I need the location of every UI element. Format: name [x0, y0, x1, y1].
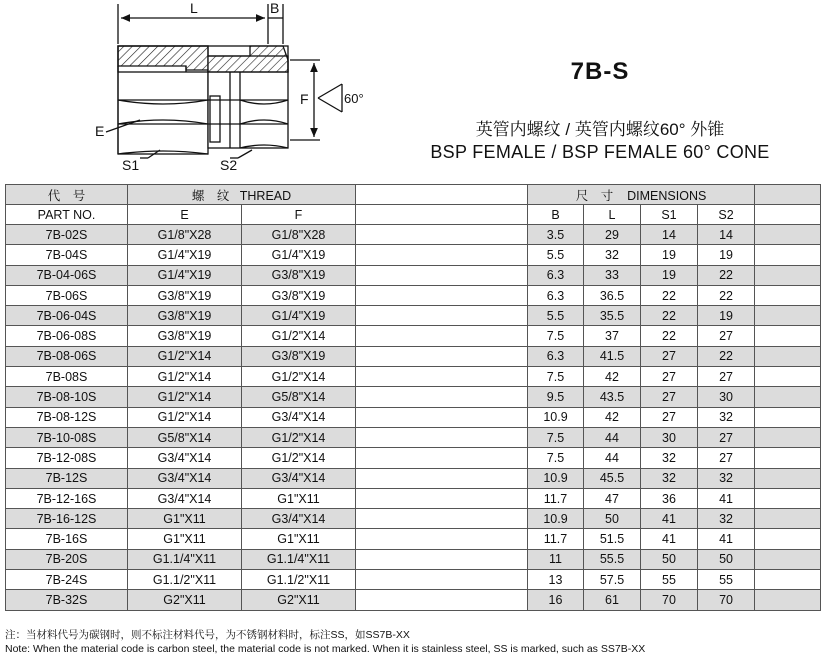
- cell-blank: [356, 387, 528, 407]
- dim-b-label: B: [270, 0, 280, 16]
- header-dimensions: [528, 185, 755, 205]
- cell-b: 6.3: [528, 285, 584, 305]
- cell-s2: 55: [698, 570, 755, 590]
- cell-s1: 19: [641, 245, 698, 265]
- dim-s1-label: S1: [122, 157, 140, 173]
- table-row: [6, 509, 821, 529]
- cell-s1: 41: [641, 529, 698, 549]
- cell-l: 44: [584, 427, 641, 447]
- header-s2: S2: [698, 205, 755, 225]
- cell-s2: 50: [698, 549, 755, 569]
- dim-l-label: L: [190, 0, 198, 16]
- cell-blank: [356, 529, 528, 549]
- cell-f: G3/8"X19: [242, 265, 356, 285]
- table-row: [6, 285, 821, 305]
- subtitle-en: BSP FEMALE / BSP FEMALE 60° CONE: [430, 142, 770, 162]
- dim-s2-label: S2: [220, 157, 238, 173]
- cell-b: 7.5: [528, 326, 584, 346]
- table-row: [6, 549, 821, 569]
- cell-s2: 32: [698, 509, 755, 529]
- cell-l: 61: [584, 590, 641, 610]
- note-en: Note: When the material code is carbon steel, the material code is not marked. When it is stainless steel, SS is marked, such as SS7B-XX: [5, 643, 646, 655]
- cell-blank: [755, 549, 821, 569]
- cell-b: 16: [528, 590, 584, 610]
- cell-part: 7B-06-04S: [6, 306, 128, 326]
- cell-part: 7B-08S: [6, 367, 128, 387]
- cell-blank: [356, 346, 528, 366]
- cell-s2: 22: [698, 285, 755, 305]
- header-thread-cn: 螺 纹: [191, 188, 230, 203]
- header-thread-en: THREAD: [239, 188, 292, 203]
- table-row: [6, 448, 821, 468]
- cell-e: G1/4"X19: [128, 265, 242, 285]
- cell-blank: [356, 488, 528, 508]
- cell-part: 7B-12S: [6, 468, 128, 488]
- cell-s1: 22: [641, 285, 698, 305]
- cell-s1: 50: [641, 549, 698, 569]
- cell-b: 6.3: [528, 346, 584, 366]
- cell-e: G1/2"X14: [128, 367, 242, 387]
- notes: [5, 628, 830, 656]
- cell-s2: 27: [698, 448, 755, 468]
- cell-blank: [356, 407, 528, 427]
- cell-l: 50: [584, 509, 641, 529]
- cell-l: 47: [584, 488, 641, 508]
- cell-l: 35.5: [584, 306, 641, 326]
- cell-e: G1.1/4"X11: [128, 549, 242, 569]
- cell-s1: 22: [641, 326, 698, 346]
- cell-s1: 27: [641, 346, 698, 366]
- cell-f: G1/2"X14: [242, 448, 356, 468]
- cell-f: G3/4"X14: [242, 468, 356, 488]
- header-s1: S1: [641, 205, 698, 225]
- cell-f: G1"X11: [242, 529, 356, 549]
- cell-s2: 70: [698, 590, 755, 610]
- table-header-row-1: [6, 185, 821, 205]
- cell-part: 7B-08-10S: [6, 387, 128, 407]
- cell-l: 44: [584, 448, 641, 468]
- header-blank-end: [755, 185, 821, 205]
- cell-s1: 55: [641, 570, 698, 590]
- table-row: [6, 346, 821, 366]
- cell-f: G1/4"X19: [242, 306, 356, 326]
- cell-b: 10.9: [528, 509, 584, 529]
- header-e: E: [128, 205, 242, 225]
- cell-part: 7B-12-16S: [6, 488, 128, 508]
- cell-blank: [755, 468, 821, 488]
- note-cn: 注：当材料代号为碳钢时，则不标注材料代号，为不锈钢材料时，标注SS，如SS7B-XX: [5, 629, 410, 641]
- cell-s1: 32: [641, 448, 698, 468]
- cell-part: 7B-16-12S: [6, 509, 128, 529]
- cell-f: G1/8"X28: [242, 225, 356, 245]
- cell-f: G1"X11: [242, 488, 356, 508]
- cell-l: 51.5: [584, 529, 641, 549]
- cell-e: G3/4"X14: [128, 448, 242, 468]
- cell-b: 7.5: [528, 448, 584, 468]
- cell-part: 7B-10-08S: [6, 427, 128, 447]
- table-row: [6, 427, 821, 447]
- cell-l: 36.5: [584, 285, 641, 305]
- cell-part: 7B-04S: [6, 245, 128, 265]
- table-row: [6, 265, 821, 285]
- cell-part: 7B-06-08S: [6, 326, 128, 346]
- cell-s1: 27: [641, 367, 698, 387]
- cell-blank: [755, 225, 821, 245]
- header-f: F: [242, 205, 356, 225]
- header-part-cn: 代 号: [6, 185, 128, 205]
- cell-b: 11: [528, 549, 584, 569]
- cell-b: 10.9: [528, 468, 584, 488]
- cell-blank: [356, 225, 528, 245]
- cell-e: G1/4"X19: [128, 245, 242, 265]
- cell-blank: [356, 265, 528, 285]
- cell-e: G1"X11: [128, 529, 242, 549]
- dim-f-label: F: [300, 91, 309, 107]
- cell-l: 42: [584, 407, 641, 427]
- cell-part: 7B-20S: [6, 549, 128, 569]
- cell-s1: 41: [641, 509, 698, 529]
- cell-f: G2"X11: [242, 590, 356, 610]
- model-code: 7B-S: [570, 58, 630, 85]
- cell-blank: [356, 590, 528, 610]
- cell-s1: 32: [641, 468, 698, 488]
- cell-part: 7B-08-12S: [6, 407, 128, 427]
- cell-blank: [755, 367, 821, 387]
- cell-l: 37: [584, 326, 641, 346]
- cell-s2: 27: [698, 427, 755, 447]
- cell-b: 3.5: [528, 225, 584, 245]
- fitting-drawing: [0, 0, 380, 182]
- spec-table: [5, 184, 821, 611]
- table-row: [6, 225, 821, 245]
- cell-l: 41.5: [584, 346, 641, 366]
- cell-s2: 32: [698, 407, 755, 427]
- cell-s1: 27: [641, 387, 698, 407]
- cell-e: G3/8"X19: [128, 326, 242, 346]
- cell-f: G1.1/4"X11: [242, 549, 356, 569]
- header-b: B: [528, 205, 584, 225]
- table-row: [6, 306, 821, 326]
- table-row: [6, 488, 821, 508]
- cell-f: G1/2"X14: [242, 326, 356, 346]
- cell-f: G3/8"X19: [242, 346, 356, 366]
- cell-b: 9.5: [528, 387, 584, 407]
- cell-f: G1/4"X19: [242, 245, 356, 265]
- table-row: [6, 245, 821, 265]
- cell-e: G2"X11: [128, 590, 242, 610]
- header-thread: [128, 185, 356, 205]
- cell-l: 45.5: [584, 468, 641, 488]
- cell-blank: [755, 407, 821, 427]
- cell-b: 5.5: [528, 245, 584, 265]
- cell-blank: [356, 367, 528, 387]
- cell-e: G3/4"X14: [128, 488, 242, 508]
- cell-e: G1"X11: [128, 509, 242, 529]
- header-part-en: PART NO.: [6, 205, 128, 225]
- cell-b: 13: [528, 570, 584, 590]
- cell-s2: 19: [698, 306, 755, 326]
- cell-blank: [356, 468, 528, 488]
- cell-blank: [755, 570, 821, 590]
- cell-blank: [755, 529, 821, 549]
- cell-f: G1/2"X14: [242, 367, 356, 387]
- cell-part: 7B-12-08S: [6, 448, 128, 468]
- cell-s2: 22: [698, 265, 755, 285]
- table-row: [6, 529, 821, 549]
- cell-blank: [755, 488, 821, 508]
- cell-l: 33: [584, 265, 641, 285]
- cell-s1: 36: [641, 488, 698, 508]
- cell-b: 11.7: [528, 488, 584, 508]
- header-blank: [356, 185, 528, 205]
- table-row: [6, 407, 821, 427]
- cone-angle-label: 60°: [344, 91, 364, 106]
- cell-s2: 30: [698, 387, 755, 407]
- cell-s2: 41: [698, 488, 755, 508]
- cell-l: 43.5: [584, 387, 641, 407]
- table-row: [6, 367, 821, 387]
- table-row: [6, 326, 821, 346]
- cell-e: G3/8"X19: [128, 306, 242, 326]
- cell-s2: 22: [698, 346, 755, 366]
- cell-s2: 32: [698, 468, 755, 488]
- cell-e: G1/2"X14: [128, 346, 242, 366]
- cell-blank: [356, 509, 528, 529]
- cell-s2: 27: [698, 326, 755, 346]
- cell-l: 32: [584, 245, 641, 265]
- cell-l: 42: [584, 367, 641, 387]
- subtitle-cn: 英管内螺纹 / 英管内螺纹60° 外锥: [475, 120, 725, 139]
- table-row: [6, 387, 821, 407]
- cell-blank: [356, 570, 528, 590]
- title-block: [390, 0, 810, 182]
- cell-s2: 27: [698, 367, 755, 387]
- cell-s1: 22: [641, 306, 698, 326]
- cell-s1: 30: [641, 427, 698, 447]
- cell-s1: 14: [641, 225, 698, 245]
- cell-f: G1.1/2"X11: [242, 570, 356, 590]
- cell-b: 10.9: [528, 407, 584, 427]
- header-blank-end-2: [755, 205, 821, 225]
- dim-e-label: E: [95, 123, 105, 139]
- cell-l: 29: [584, 225, 641, 245]
- cell-l: 55.5: [584, 549, 641, 569]
- cell-f: G5/8"X14: [242, 387, 356, 407]
- cell-s2: 14: [698, 225, 755, 245]
- cell-blank: [755, 590, 821, 610]
- table-header-row-2: [6, 205, 821, 225]
- cell-blank: [755, 326, 821, 346]
- cell-blank: [755, 427, 821, 447]
- cell-part: 7B-06S: [6, 285, 128, 305]
- cell-blank: [755, 448, 821, 468]
- cell-e: G1/8"X28: [128, 225, 242, 245]
- cell-s1: 27: [641, 407, 698, 427]
- table-row: [6, 468, 821, 488]
- cell-blank: [356, 285, 528, 305]
- cell-s1: 19: [641, 265, 698, 285]
- cell-part: 7B-02S: [6, 225, 128, 245]
- cell-part: 7B-32S: [6, 590, 128, 610]
- cell-f: G1/2"X14: [242, 427, 356, 447]
- cell-b: 7.5: [528, 367, 584, 387]
- cell-e: G5/8"X14: [128, 427, 242, 447]
- cell-blank: [755, 509, 821, 529]
- cell-b: 7.5: [528, 427, 584, 447]
- cell-blank: [755, 387, 821, 407]
- cell-e: G1.1/2"X11: [128, 570, 242, 590]
- cell-blank: [356, 306, 528, 326]
- cell-b: 11.7: [528, 529, 584, 549]
- cell-blank: [356, 448, 528, 468]
- cell-e: G1/2"X14: [128, 387, 242, 407]
- cell-blank: [755, 346, 821, 366]
- cell-s2: 19: [698, 245, 755, 265]
- cell-b: 5.5: [528, 306, 584, 326]
- cell-f: G3/8"X19: [242, 285, 356, 305]
- cell-l: 57.5: [584, 570, 641, 590]
- cell-part: 7B-08-06S: [6, 346, 128, 366]
- cell-blank: [356, 427, 528, 447]
- cell-e: G3/8"X19: [128, 285, 242, 305]
- cell-e: G3/4"X14: [128, 468, 242, 488]
- cell-f: G3/4"X14: [242, 407, 356, 427]
- table-row: [6, 570, 821, 590]
- header-dim-en: DIMENSIONS: [627, 188, 707, 203]
- cell-blank: [755, 306, 821, 326]
- cell-f: G3/4"X14: [242, 509, 356, 529]
- cell-part: 7B-24S: [6, 570, 128, 590]
- cell-blank: [755, 285, 821, 305]
- cell-blank: [356, 245, 528, 265]
- cell-s1: 70: [641, 590, 698, 610]
- cell-blank: [755, 245, 821, 265]
- header-l: L: [584, 205, 641, 225]
- header-dim-cn: 尺 寸: [575, 188, 614, 203]
- table-row: [6, 590, 821, 610]
- cell-part: 7B-04-06S: [6, 265, 128, 285]
- header-blank-2: [356, 205, 528, 225]
- cell-blank: [356, 326, 528, 346]
- cell-blank: [356, 549, 528, 569]
- cell-part: 7B-16S: [6, 529, 128, 549]
- cell-e: G1/2"X14: [128, 407, 242, 427]
- cell-s2: 41: [698, 529, 755, 549]
- cell-blank: [755, 265, 821, 285]
- cell-b: 6.3: [528, 265, 584, 285]
